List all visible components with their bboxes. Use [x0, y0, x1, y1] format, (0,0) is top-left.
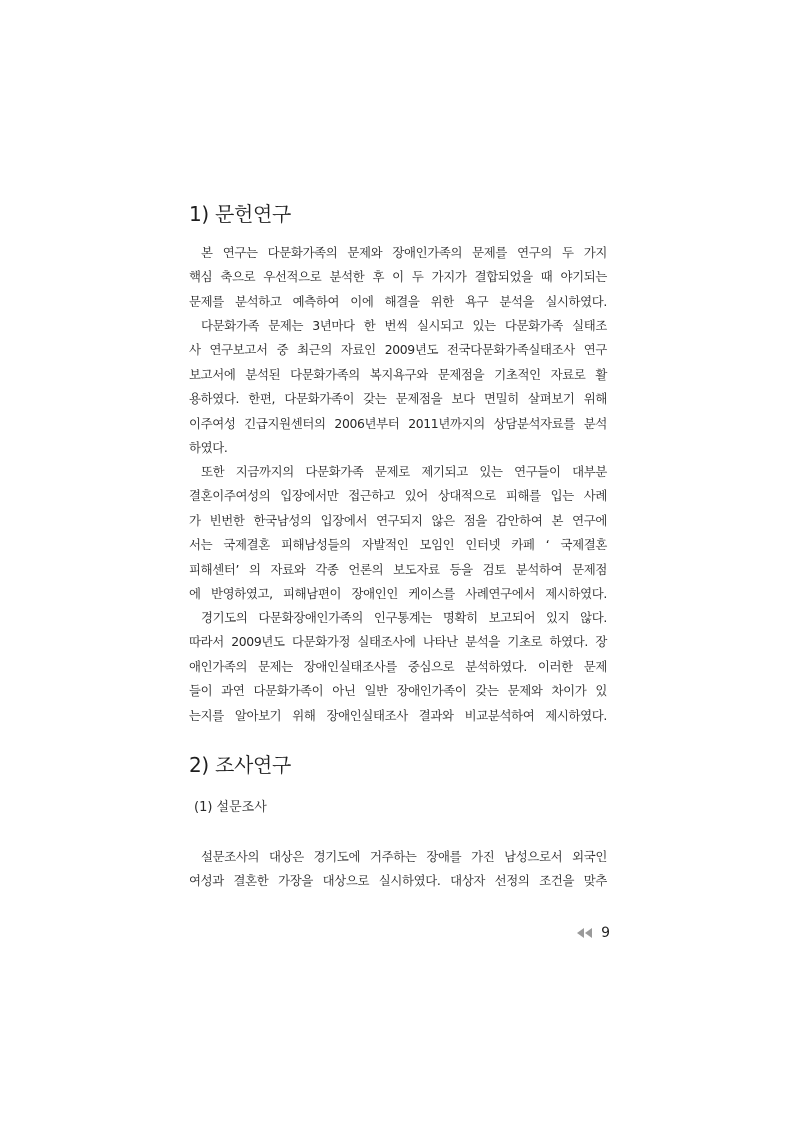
- subsection-heading-questionnaire: (1) 설문조사: [194, 800, 267, 815]
- text-line: 애인가족의 문제는 장애인실태조사를 중심으로 분석하였다. 이러한 문제: [189, 658, 607, 674]
- text-line: 피해센터’ 의 자료와 각종 언론의 보도자료 등을 검토 분석하여 문제점: [189, 561, 607, 577]
- section-heading-survey-research: 2) 조사연구: [189, 753, 292, 777]
- text-line: 는지를 알아보기 위해 장애인실태조사 결과와 비교분석하여 제시하였다.: [189, 707, 607, 723]
- text-line: 다문화가족 문제는 3년마다 한 번씩 실시되고 있는 다문화가족 실태조: [201, 318, 607, 333]
- text-line: 사 연구보고서 중 최근의 자료인 2009년도 전국다문화가족실태조사 연구: [189, 342, 607, 358]
- section-heading-literature-review: 1) 문헌연구: [189, 202, 292, 226]
- text-line: 설문조사의 대상은 경기도에 거주하는 장애를 가진 남성으로서 외국인: [201, 849, 607, 864]
- text-line: 가 빈번한 한국남성의 입장에서 연구되지 않은 점을 감안하여 본 연구에: [189, 512, 607, 528]
- double-left-arrow-icon: [577, 928, 593, 938]
- paragraph-1: [189, 241, 607, 314]
- text-line: 핵심 축으로 우선적으로 분석한 후 이 두 가지가 결합되었을 때 야기되는: [189, 269, 607, 285]
- text-line: 여성과 결혼한 가장을 대상으로 실시하였다. 대상자 선정의 조건을 맞추: [189, 873, 607, 889]
- page-number: 9: [601, 925, 610, 941]
- page-footer: [570, 921, 610, 945]
- text-line: 하였다.: [189, 439, 228, 455]
- text-line: 에 반영하였고, 피해남편이 장애인인 케이스를 사례연구에서 제시하였다.: [189, 585, 607, 601]
- text-line: 용하였다. 한편, 다문화가족이 갖는 문제점을 보다 면밀히 살펴보기 위해: [189, 391, 607, 407]
- text-line: 이주여성 긴급지원센터의 2006년부터 2011년까지의 상담분석자료를 분석: [189, 415, 607, 431]
- paragraph-5: [189, 845, 607, 894]
- text-line: 본 연구는 다문화가족의 문제와 장애인가족의 문제를 연구의 두 가지: [201, 245, 607, 260]
- text-line: 경기도의 다문화장애인가족의 인구통계는 명확히 보고되어 있지 않다.: [201, 610, 607, 625]
- text-line: 들이 과연 다문화가족이 아닌 일반 장애인가족이 갖는 문제와 차이가 있: [189, 683, 607, 699]
- text-line: 또한 지금까지의 다문화가족 문제로 제기되고 있는 연구들이 대부분: [201, 464, 607, 479]
- paragraph-2: [189, 314, 607, 460]
- text-line: 문제를 분석하고 예측하여 이에 해결을 위한 욕구 분석을 실시하였다.: [189, 293, 607, 309]
- paragraph-4: [189, 606, 607, 728]
- text-line: 서는 국제결혼 피해남성들의 자발적인 모임인 인터넷 카페 ‘ 국제결혼: [189, 537, 607, 553]
- text-line: 보고서에 분석된 다문화가족의 복지욕구와 문제점을 기초적인 자료로 활: [189, 366, 607, 382]
- paragraph-3: [189, 460, 607, 606]
- text-line: 따라서 2009년도 다문화가정 실태조사에 나타난 분석을 기초로 하였다. 장: [189, 634, 607, 650]
- text-line: 결혼이주여성의 입장에서만 접근하고 있어 상대적으로 피해를 입는 사례: [189, 488, 607, 504]
